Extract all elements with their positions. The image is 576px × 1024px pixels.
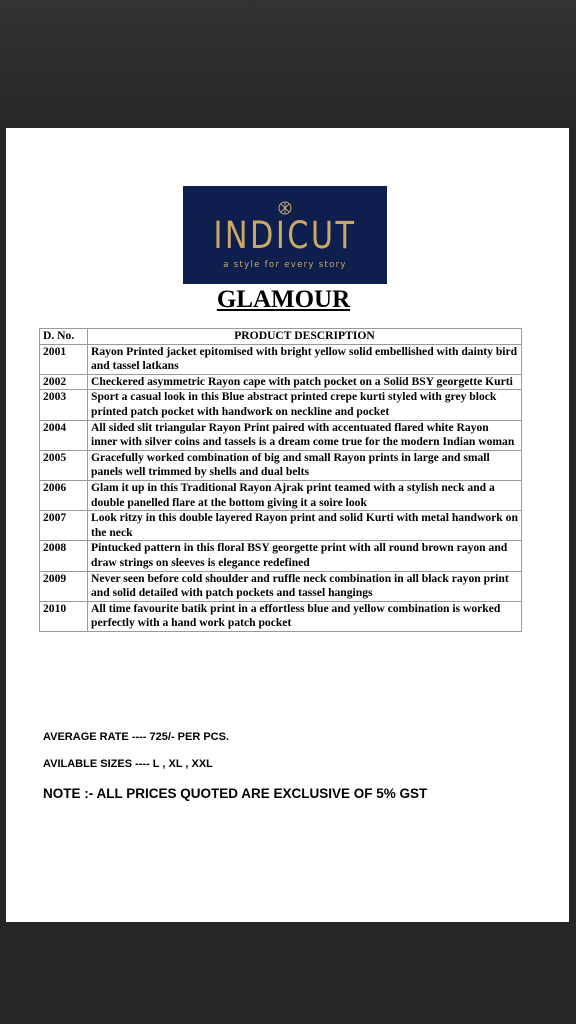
table-header-row bbox=[40, 329, 522, 345]
product-description: All time favourite batik print in a effortless blue and yellow combination is worked perfectly with a hand work patch pocket bbox=[88, 601, 522, 631]
product-description: Gracefully worked combination of big and small Rayon prints in large and small panels well trimmed by shells and dual belts bbox=[88, 450, 522, 480]
design-number: 2003 bbox=[40, 390, 88, 420]
brand-logo bbox=[183, 186, 387, 284]
design-number: 2006 bbox=[40, 480, 88, 510]
table-row bbox=[40, 601, 522, 631]
design-number: 2005 bbox=[40, 450, 88, 480]
product-description: Rayon Printed jacket epitomised with bright yellow solid embellished with dainty bird and tassel latkans bbox=[88, 344, 522, 374]
design-number: 2010 bbox=[40, 601, 88, 631]
design-number: 2009 bbox=[40, 571, 88, 601]
collection-title: GLAMOUR bbox=[216, 286, 351, 313]
screen-top-shade bbox=[0, 0, 576, 128]
design-number: 2007 bbox=[40, 511, 88, 541]
product-description: Never seen before cold shoulder and ruffle neck combination in all black rayon print and solid detailed with patch pockets and tassel hangings bbox=[88, 571, 522, 601]
table-row bbox=[40, 374, 522, 390]
table-row bbox=[40, 511, 522, 541]
table-row bbox=[40, 420, 522, 450]
table-row bbox=[40, 450, 522, 480]
average-rate-text: AVERAGE RATE ---- 725/- PER PCS. bbox=[43, 731, 230, 743]
product-description: All sided slit triangular Rayon Print paired with accentuated flared white Rayon inner with silver coins and tassels is a dream come true for the modern Indian woman bbox=[88, 420, 522, 450]
brand-emblem-icon bbox=[278, 201, 292, 215]
document-page bbox=[6, 128, 569, 922]
table-row bbox=[40, 390, 522, 420]
available-sizes-text: AVILABLE SIZES ---- L , XL , XXL bbox=[43, 758, 213, 770]
column-header-dno: D. No. bbox=[40, 329, 88, 345]
table-row bbox=[40, 571, 522, 601]
table-row bbox=[40, 480, 522, 510]
table-row bbox=[40, 541, 522, 571]
product-description: Pintucked pattern in this floral BSY georgette print with all round brown rayon and draw strings on sleeves is elegance redefined bbox=[88, 541, 522, 571]
gst-note-text: NOTE :- ALL PRICES QUOTED ARE EXCLUSIVE OF 5% GST bbox=[43, 786, 428, 801]
product-description: Look ritzy in this double layered Rayon print and solid Kurti with metal handwork on the neck bbox=[88, 511, 522, 541]
product-description: Glam it up in this Traditional Rayon Ajrak print teamed with a stylish neck and a double panelled flare at the bottom giving it a soire look bbox=[88, 480, 522, 510]
table-row bbox=[40, 344, 522, 374]
design-number: 2004 bbox=[40, 420, 88, 450]
column-header-description: PRODUCT DESCRIPTION bbox=[88, 329, 522, 345]
brand-tagline: a style for every story bbox=[223, 260, 347, 270]
product-description: Sport a casual look in this Blue abstract printed crepe kurti styled with grey block printed patch pocket with handwork on neckline and pocket bbox=[88, 390, 522, 420]
design-number: 2001 bbox=[40, 344, 88, 374]
product-description: Checkered asymmetric Rayon cape with patch pocket on a Solid BSY georgette Kurti bbox=[88, 374, 522, 390]
brand-name: INDICUT bbox=[213, 214, 357, 257]
design-number: 2008 bbox=[40, 541, 88, 571]
product-table bbox=[39, 328, 522, 632]
design-number: 2002 bbox=[40, 374, 88, 390]
